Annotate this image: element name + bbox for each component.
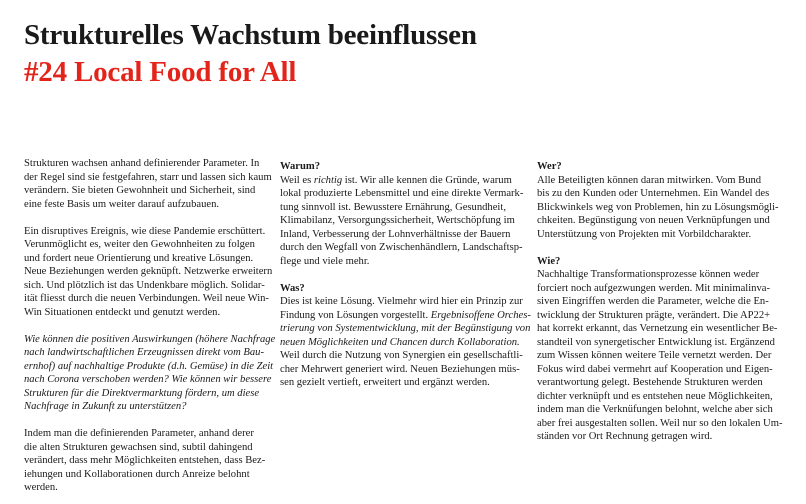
text-line: verantwortung gelegt. Bestehende Strukturen werden (537, 377, 763, 388)
text-line: sich. Und plötzlich ist das Undenkbare möglich. Solidar- (24, 279, 265, 291)
intro-paragraph-2 (24, 225, 276, 320)
text-line: aber frei ausgestalten sollen. Weil nur so den lokalen Um- (537, 417, 783, 429)
section-heading-wie: Wie? (537, 255, 561, 267)
section-warum (280, 160, 531, 268)
text-line: Weil durch die Nutzung von Synergien ein gesellschaftli- (280, 350, 523, 361)
section-heading-wer: Wer? (537, 161, 562, 172)
column-intro (24, 157, 276, 495)
text-run: Findung von Lösungen vorgestellt. (280, 309, 431, 321)
text-line: tung sinnvoll ist. Bewusstere Ernährung, Gesundheit, (280, 201, 506, 213)
text-line: Nachhaltige Transformationsprozesse können weder (537, 269, 760, 280)
text-line: der Regel sind sie festgefahren, starr und lassen sich kaum (24, 171, 272, 183)
text-line: eine feste Basis um weiter darauf aufzubauen. (24, 198, 220, 210)
emphasis-text: Ergebnisoffene Orches- (430, 309, 531, 321)
page-title: Strukturelles Wachstum beeinflussen (24, 19, 477, 51)
text-line: werden. (24, 482, 58, 493)
column-wer-wie (537, 160, 783, 444)
text-line: lokal produzierte Lebensmittel und eine direkte Vermark- (280, 188, 524, 199)
text-line: zum Wissen können weitere Teile vernetzt werden. Der (537, 350, 772, 361)
section-heading-was: Was? (280, 282, 305, 294)
text-line: bis zu den Kunden oder Unternehmen. Ein Wandel des (537, 188, 770, 199)
text-line: chkeiten. Begünstigung von neuen Verknüpfungen und (537, 215, 770, 226)
text-line: Klimabilanz, Versorgungssicherheit, Wertschöpfung im (280, 215, 515, 226)
text-line: ernhof) auf nachhaltige Produkte (d.h. Gemüse) in die Zeit (24, 360, 274, 372)
section-heading-warum: Warum? (280, 161, 321, 172)
text-line: Blickwinkels weg von Problemen, hin zu Lösungsmögli- (537, 201, 779, 213)
text-line: Nachfrage in Zukunft zu unterstützen? (24, 401, 187, 412)
text-line: Indem man die definierenden Parameter, anhand derer (24, 428, 254, 439)
text-line: trierung von Systementwicklung, mit der Begünstigung von (280, 323, 531, 334)
intro-paragraph-1 (24, 157, 276, 211)
text-line: Verunmöglicht es, weiter den Gewohnheiten zu folgen (24, 239, 255, 250)
text-line: Inland, Verbesserung der Lohnverhältnisse der Bauern (280, 228, 511, 240)
text-line: dichter verknüpft und es entstehen neue Möglichkeiten, (537, 390, 773, 402)
text-line: ständen vor Ort Rechnung getragen wird. (537, 431, 713, 442)
text-line: standteil von synergetischer Entwicklung ist. Ergänzend (537, 336, 775, 348)
text-line: indem man die Verknüfungen belohnt, welche aber sich (537, 404, 773, 415)
text-line: nach landwirtschaftlichen Erzeugnissen direkt vom Bau- (24, 347, 264, 358)
text-line: Ein disruptives Ereignis, wie diese Pandemie erschüttert. (24, 225, 266, 237)
text-line: Alle Beteiligten können daran mitwirken. Vom Bund (537, 174, 762, 186)
text-line: cher Mehrwert generiert wird. Neuen Beziehungen müs- (280, 363, 520, 375)
text-line: hat korrekt erkannt, das Vernetzung ein wesentlicher Be- (537, 323, 778, 334)
text-line (280, 174, 531, 188)
text-line: Strukturen für die Direktvermarktung fördern, um diese (24, 387, 260, 399)
text-line: siven Eingriffen werden die Parameter, welche die En- (537, 296, 769, 307)
section-was (280, 282, 531, 390)
intro-paragraph-4 (24, 427, 276, 495)
text-line: Fokus wird dabei vermehrt auf Kooperation und Eigen- (537, 363, 773, 375)
text-line: ität fliesst durch die neuen Verbindungen. Weil neue Win- (24, 293, 269, 304)
text-line: sen gezielt vertieft, erweitert und ergänzt werden. (280, 377, 490, 388)
text-line (280, 309, 531, 323)
text-line: Dies ist keine Lösung. Vielmehr wird hier ein Prinzip zur (280, 296, 523, 307)
text-line: flege und viele mehr. (280, 255, 370, 267)
section-wie (537, 255, 783, 444)
emphasis-text: richtig (313, 174, 343, 186)
text-line: forciert noch aufgezwungen werden. Mit minimalinva- (537, 282, 770, 294)
text-line: durch den Wegfall von Zwischenhändlern, Landschaftsp- (280, 242, 523, 253)
text-line: und fordert neue Orientierung und kreative Lösungen. (24, 252, 254, 264)
text-line: verändert, dass mehr Möglichkeiten entstehen, dass Bez- (24, 455, 266, 466)
column-warum-was (280, 160, 531, 390)
section-wer (537, 160, 783, 241)
text-line: die alten Strukturen gewachsen sind, subtil dahingend (24, 441, 253, 453)
text-run: Weil es (280, 174, 314, 186)
text-run: ist. Wir alle kennen die Gründe, warum (342, 174, 512, 186)
text-line: Strukturen wachsen anhand definierender Parameter. In (24, 158, 260, 169)
intro-question-paragraph (24, 333, 276, 414)
text-line: neuen Möglichkeiten und Chancen durch Kollaboration. (280, 336, 520, 348)
text-line: Unterstützung von Projekten mit Vorbildcharakter. (537, 228, 752, 240)
text-line: Win Situationen entdeckt und genutzt werden. (24, 306, 221, 318)
text-line: twicklung der Strukturen prägte, verändert. Die AP22+ (537, 309, 771, 321)
page-subtitle: #24 Local Food for All (24, 56, 297, 88)
text-line: Neue Beziehungen werden geknüpft. Netzwerke erweitern (24, 266, 273, 277)
text-line: iehungen und Kollaborationen durch Anreize belohnt (24, 468, 250, 480)
text-line: verändern. Sie bieten Gewohnheit und Sicherheit, sind (24, 185, 256, 196)
text-line: Wie können die positiven Auswirkungen (höhere Nachfrage (24, 333, 276, 345)
text-line: nach Corona verschoben werden? Wie können wir bessere (24, 374, 272, 385)
